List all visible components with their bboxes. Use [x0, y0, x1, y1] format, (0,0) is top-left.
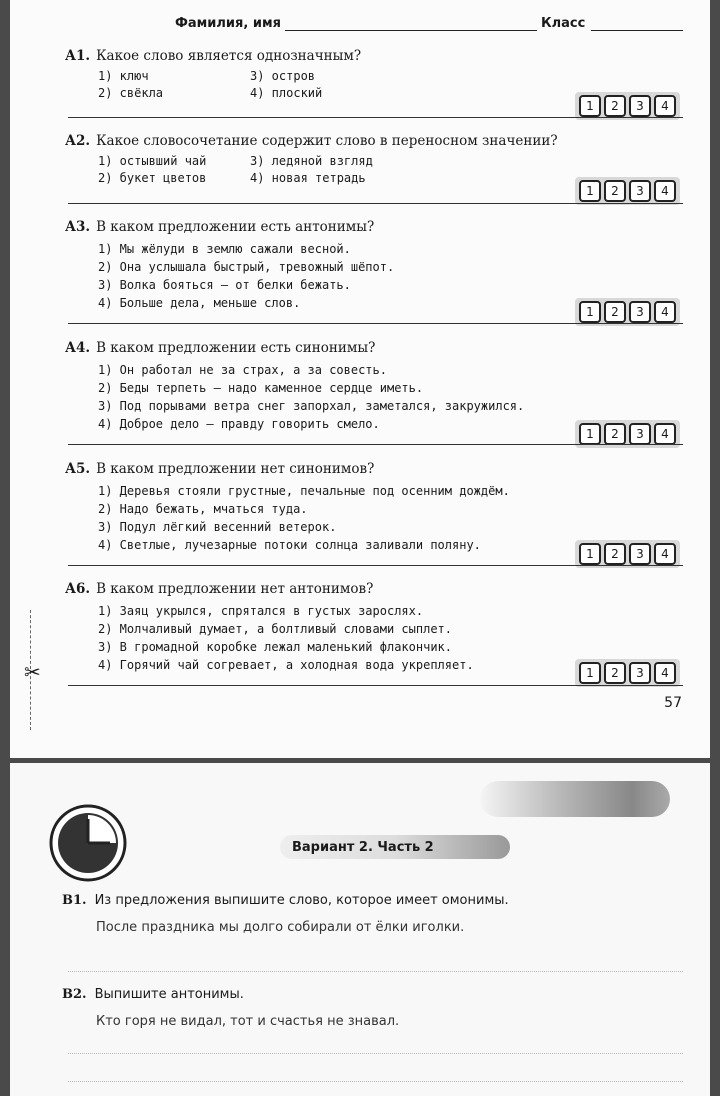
separator [68, 323, 683, 324]
separator [68, 444, 683, 445]
answer-box-3[interactable]: 3 [629, 543, 651, 565]
option-1: 1) Мы жёлуди в землю сажали весной. [98, 242, 351, 256]
answer-box-3[interactable]: 3 [629, 95, 651, 117]
answer-box-4[interactable]: 4 [654, 95, 676, 117]
answer-box-2[interactable]: 2 [604, 180, 626, 202]
option-3: 3) Волка бояться — от белки бежать. [98, 278, 351, 292]
option-2: 2) Она услышала быстрый, тревожный шёпот. [98, 260, 395, 274]
separator [68, 685, 683, 686]
answer-line[interactable] [68, 1081, 683, 1082]
question-text: В каком предложении есть антонимы? [96, 219, 375, 235]
question-number: В2. [62, 987, 87, 1002]
answer-box-4[interactable]: 4 [654, 423, 676, 445]
answer-box-3[interactable]: 3 [629, 423, 651, 445]
option-4: 4) Горячий чай согревает, а холодная вода укрепляет. [98, 658, 474, 672]
answer-box-3[interactable]: 3 [629, 180, 651, 202]
option-1: 1) Деревья стояли грустные, печальные под осенним дождём. [98, 484, 510, 498]
option-1: 1) Заяц укрылся, спрятался в густых зарослях. [98, 604, 424, 618]
variant-title [280, 835, 510, 859]
question-text: Какое слово является однозначным? [96, 48, 362, 64]
answer-box-2[interactable]: 2 [604, 301, 626, 323]
answer-boxes-a1 [575, 92, 680, 120]
variant-title-text: Вариант 2. Часть 2 [292, 839, 434, 855]
answer-box-1[interactable]: 1 [579, 95, 601, 117]
scissors-icon: ✂ [24, 660, 41, 684]
question-sentence: Кто горя не видал, тот и счастья не знавал. [96, 1014, 400, 1029]
question-number: А3. [65, 219, 91, 235]
answer-line[interactable] [68, 1053, 683, 1054]
decorative-banner [480, 781, 670, 817]
question-number: А4. [65, 340, 91, 356]
option-2: 2) Беды терпеть — надо каменное сердце иметь. [98, 381, 424, 395]
question-number: А6. [65, 581, 91, 597]
option-4: 4) Светлые, лучезарные потоки солнца заливали поляну. [98, 538, 481, 552]
option-2: 2) Молчаливый думает, а болтливый словами сыплет. [98, 622, 453, 636]
option-3: 3) остров [250, 69, 316, 83]
name-field[interactable] [285, 14, 537, 31]
answer-box-1[interactable]: 1 [579, 423, 601, 445]
question-number: А5. [65, 461, 91, 477]
option-4: 4) плоский [250, 86, 323, 100]
answer-box-2[interactable]: 2 [604, 662, 626, 684]
answer-box-3[interactable]: 3 [629, 662, 651, 684]
question-text: В каком предложении есть синонимы? [96, 340, 376, 356]
question-b1 [62, 893, 682, 935]
answer-box-1[interactable]: 1 [579, 662, 601, 684]
separator [68, 565, 683, 566]
answer-box-4[interactable]: 4 [654, 662, 676, 684]
option-1: 1) ключ [98, 69, 149, 83]
option-3: 3) В громадной коробке лежал маленький флакончик. [98, 640, 453, 654]
header [175, 14, 683, 31]
option-3: 3) Под порывами ветра снег запорхал, заметался, закружился. [98, 399, 525, 413]
question-b2 [62, 987, 682, 1029]
question-sentence: После праздника мы долго собирали от ёлки иголки. [96, 920, 465, 935]
question-text: Выпишите антонимы. [94, 987, 244, 1002]
option-1: 1) Он работал не за страх, а за совесть. [98, 363, 387, 377]
separator [68, 117, 683, 118]
answer-box-2[interactable]: 2 [604, 543, 626, 565]
class-field[interactable] [591, 14, 683, 31]
class-label: Класс [540, 16, 586, 31]
answer-box-4[interactable]: 4 [654, 543, 676, 565]
question-number: В1. [62, 893, 87, 908]
answer-boxes-a2 [575, 177, 680, 205]
answer-box-2[interactable]: 2 [604, 95, 626, 117]
answer-box-1[interactable]: 1 [579, 180, 601, 202]
option-3: 3) Подул лёгкий весенний ветерок. [98, 520, 337, 534]
option-2: 2) свёкла [98, 86, 164, 100]
question-number: А2. [65, 133, 91, 149]
answer-boxes-a6 [575, 659, 680, 687]
question-number: А1. [65, 48, 91, 64]
option-1: 1) остывший чай [98, 154, 207, 168]
answer-box-4[interactable]: 4 [654, 301, 676, 323]
answer-box-1[interactable]: 1 [579, 301, 601, 323]
answer-box-2[interactable]: 2 [604, 423, 626, 445]
question-text: Какое словосочетание содержит слово в переносном значении? [96, 133, 558, 149]
answer-line[interactable] [68, 971, 683, 972]
worksheet-page-1 [10, 0, 710, 758]
name-label: Фамилия, имя [175, 16, 281, 31]
option-2: 2) Надо бежать, мчаться туда. [98, 502, 308, 516]
question-text: В каком предложении нет синонимов? [96, 461, 375, 477]
answer-box-1[interactable]: 1 [579, 543, 601, 565]
question-text: Из предложения выпишите слово, которое имеет омонимы. [94, 893, 509, 908]
clock-icon [48, 803, 128, 883]
option-3: 3) ледяной взгляд [250, 154, 373, 168]
worksheet-page-2 [10, 763, 710, 1096]
page-number: 57 [664, 695, 682, 711]
option-4: 4) новая тетрадь [250, 171, 366, 185]
separator [68, 203, 683, 204]
question-text: В каком предложении нет антонимов? [96, 581, 374, 597]
option-4: 4) Доброе дело — правду говорить смело. [98, 417, 380, 431]
answer-boxes-a5 [575, 540, 680, 568]
answer-boxes-a3 [575, 298, 680, 326]
answer-box-3[interactable]: 3 [629, 301, 651, 323]
option-2: 2) букет цветов [98, 171, 207, 185]
option-4: 4) Больше дела, меньше слов. [98, 296, 301, 310]
answer-box-4[interactable]: 4 [654, 180, 676, 202]
